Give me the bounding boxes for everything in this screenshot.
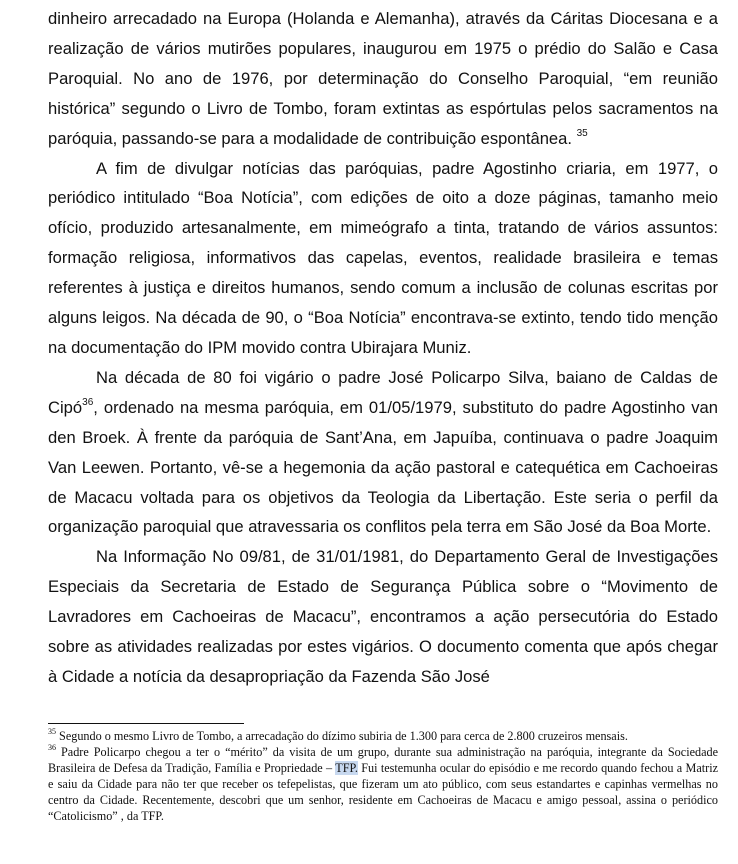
- paragraph-2-text: A fim de divulgar notícias das paróquias, padre Agostinho criaria, em 1977, o periódico intitulado “Boa Notícia”, com edições de oito a doze páginas, tamanho meio ofício, produzido artesanalmente, em mimeógrafo a tinta, tratando de vários assuntos: formação religiosa, informativos das capelas, eventos, realidade brasileira e temas referentes à justiça e direitos humanos, sendo comum a inclusão de colunas escritas por alguns leigos. Na década de 90, o “Boa Notícia” encontrava-se extinto, tendo tido menção na documentação do IPM movido contra Ubirajara Muniz.: [48, 158, 718, 357]
- footnote-36-text-after: Fui testemunha ocular do episódio e me recordo quando fechou a Matriz e saiu da Cidade para não ter que receber os tefepelistas, que fizeram um ato público, com seus estandartes e capinhas vermelhas no centro da Cidade. Recentemente, descobri que um senhor, residente em Cachoeiras de Macacu e amigo pessoal, assina o periódico “Catolicismo” , da TFP.: [48, 761, 718, 824]
- paragraph-3: [48, 363, 718, 542]
- paragraph-4-text: Na Informação No 09/81, de 31/01/1981, do Departamento Geral de Investigações Especiais da Secretaria de Estado de Segurança Pública sobre o “Movimento de Lavradores em Cachoeiras de Macacu”, encontramos a ação persecutória do Estado sobre as atividades realizadas por estes vigários. O documento comenta que após chegar à Cidade a notícia da desapropriação da Fazenda São José: [48, 547, 718, 686]
- footnotes: [48, 728, 718, 825]
- footnote-35-number: 35: [48, 726, 56, 736]
- footnote-36-text-before: Padre Policarpo chegou a ter o “mérito” da visita de um grupo, durante sua administração na paróquia, integrante da Sociedade Brasileira de Defesa da Tradição, Família e Propriedade –: [48, 745, 718, 776]
- footnote-35-text: Segundo o mesmo Livro de Tombo, a arrecadação do dízimo subiria de 1.300 para cerca de 2.800 cruzeiros mensais.: [56, 729, 628, 743]
- paragraph-3-text-after: , ordenado na mesma paróquia, em 01/05/1979, substituto do padre Agostinho van den Broek. À frente da paróquia de Sant’Ana, em Japuíba, continuava o padre Joaquim Van Leewen. Portanto, vê-se a hegemonia da ação pastoral e catequética em Cachoeiras de Macacu voltada para os objetivos da Teologia da Libertação. Este seria o perfil da organização paroquial que atravessaria os conflitos pela terra em São José da Boa Morte.: [48, 397, 718, 537]
- paragraph-3-text-before: Na década de 80 foi vigário o padre José Policarpo Silva, baiano de Caldas de Cipó: [48, 367, 718, 417]
- body-text: [48, 4, 718, 692]
- footnote-ref-36[interactable]: 36: [82, 397, 94, 409]
- paragraph-1-text: dinheiro arrecadado na Europa (Holanda e Alemanha), através da Cáritas Diocesana e a realização de vários mutirões populares, inaugurou em 1975 o prédio do Salão e Casa Paroquial. No ano de 1976, por determinação do Conselho Paroquial, “em reunião histórica” segundo o Livro de Tombo, foram extintas as espórtulas pelos sacramentos na paróquia, passando-se para a modalidade de contribuição espontânea.: [48, 9, 718, 148]
- footnote-separator: [48, 723, 244, 724]
- selected-text-highlight[interactable]: TFP.: [335, 761, 358, 776]
- footnote-35: [48, 728, 718, 744]
- footnote-ref-35[interactable]: 35: [576, 128, 588, 140]
- footnote-36-number: 36: [48, 743, 56, 753]
- paragraph-2: [48, 154, 718, 363]
- paragraph-4: [48, 542, 718, 692]
- paragraph-1: [48, 4, 718, 154]
- footnote-36: [48, 744, 718, 824]
